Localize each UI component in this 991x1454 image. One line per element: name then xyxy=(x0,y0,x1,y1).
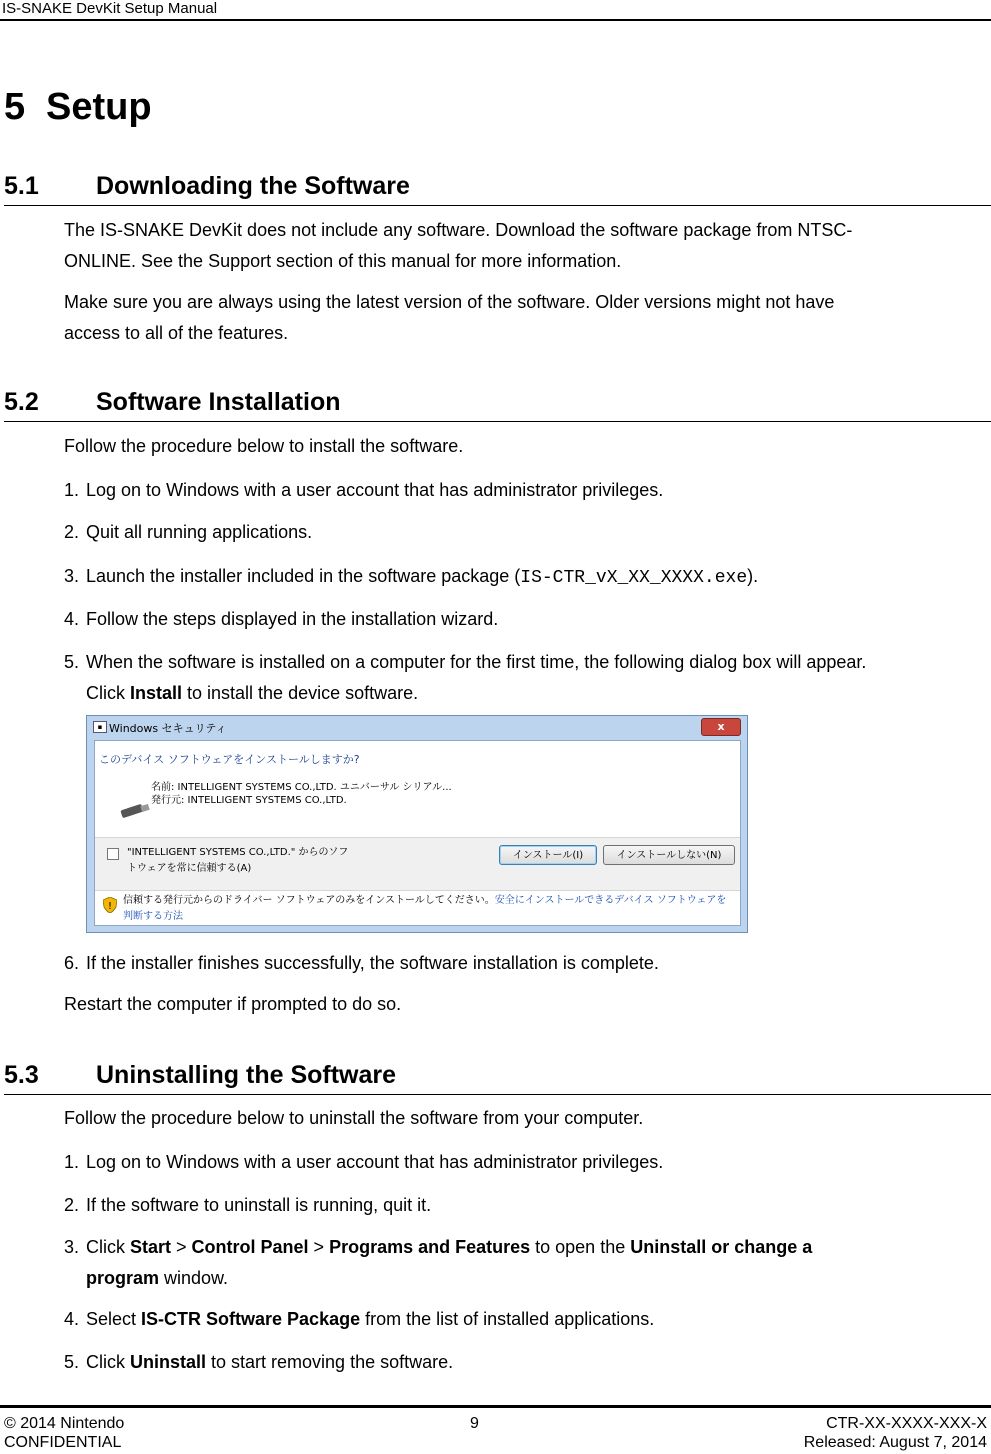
dont-install-button[interactable]: インストールしない(N) xyxy=(603,845,735,865)
bold-term: program xyxy=(86,1268,160,1288)
list-text: When the software is installed on a computer for the first time, the following dialog box will appear. xyxy=(86,652,867,672)
list-text: to open the xyxy=(530,1237,631,1257)
dialog-body xyxy=(94,740,741,926)
svg-text:!: ! xyxy=(107,901,113,912)
paragraph: Follow the procedure below to uninstall the software from your computer. xyxy=(64,1108,644,1128)
bold-term: Start xyxy=(130,1237,172,1257)
list-item xyxy=(64,1232,974,1294)
bold-term: Uninstall xyxy=(130,1352,207,1372)
usb-device-icon xyxy=(117,803,151,819)
list-text: window. xyxy=(159,1268,229,1288)
section-heading-5-1 xyxy=(4,172,991,206)
list-text: ). xyxy=(747,566,759,586)
list-text: If the software to uninstall is running, quit it. xyxy=(86,1195,432,1215)
footer-copyright: © 2014 Nintendo xyxy=(4,1415,125,1432)
header-title: IS-SNAKE DevKit Setup Manual xyxy=(2,0,218,17)
window-icon: ▪ xyxy=(93,721,107,733)
bold-term: Install xyxy=(130,683,183,703)
section-number: 5.2 xyxy=(4,388,39,416)
chapter-heading xyxy=(4,86,152,129)
list-number: 4. xyxy=(64,609,80,629)
footer-release-date: Released: August 7, 2014 xyxy=(803,1434,987,1451)
list-item xyxy=(64,475,974,506)
section-heading-5-3 xyxy=(4,1061,991,1095)
text-line: Make sure you are always using the latest version of the software. Older versions might not have xyxy=(64,292,835,312)
label-line: トウェアを常に信頼する(A) xyxy=(127,863,252,874)
close-button[interactable]: x xyxy=(701,718,741,736)
help-link[interactable]: 安全にインストールできるデバイス ソフトウェアを xyxy=(494,895,727,906)
install-button[interactable]: インストール(I) xyxy=(499,845,597,865)
list-item xyxy=(64,1147,974,1178)
section-title: Software Installation xyxy=(96,388,341,416)
section-heading-5-2 xyxy=(4,388,991,422)
list-number: 2. xyxy=(64,1195,80,1215)
list-text: Quit all running applications. xyxy=(86,522,313,542)
list-text: > xyxy=(308,1237,330,1257)
windows-security-dialog xyxy=(86,715,748,933)
list-number: 6. xyxy=(64,953,80,973)
always-trust-label xyxy=(127,845,348,877)
list-item xyxy=(64,948,974,979)
section-title: Uninstalling the Software xyxy=(96,1061,397,1089)
chapter-title: Setup xyxy=(46,86,152,128)
chapter-number: 5 xyxy=(4,86,26,128)
list-item xyxy=(64,1190,974,1221)
list-text: > xyxy=(171,1237,192,1257)
list-item xyxy=(64,1304,974,1335)
device-publisher: 発行元: INTELLIGENT SYSTEMS CO.,LTD. xyxy=(151,795,347,806)
footer-confidential: CONFIDENTIAL xyxy=(4,1434,122,1451)
bold-term: Control Panel xyxy=(191,1237,309,1257)
paragraph xyxy=(64,287,964,349)
list-text: Log on to Windows with a user account that has administrator privileges. xyxy=(86,480,664,500)
text-line: The IS-SNAKE DevKit does not include any software. Download the software package from NTSC- xyxy=(64,220,853,240)
always-trust-checkbox[interactable] xyxy=(107,848,119,860)
list-text: to start removing the software. xyxy=(206,1352,454,1372)
list-item xyxy=(64,647,974,709)
dialog-action-area xyxy=(95,837,740,890)
list-item xyxy=(64,604,974,635)
help-link[interactable]: 判断する方法 xyxy=(123,911,183,922)
bold-term: Uninstall or change a xyxy=(630,1237,813,1257)
footer-message xyxy=(123,893,733,925)
section-number: 5.3 xyxy=(4,1061,39,1089)
page-number: 9 xyxy=(470,1415,479,1432)
dialog-footer xyxy=(95,890,740,927)
shield-warning-icon xyxy=(103,897,117,913)
list-text: from the list of installed applications. xyxy=(360,1309,655,1329)
list-text: Log on to Windows with a user account that has administrator privileges. xyxy=(86,1152,664,1172)
list-text: Click xyxy=(86,1352,130,1372)
list-number: 1. xyxy=(64,1152,80,1172)
paragraph: Follow the procedure below to install the software. xyxy=(64,436,464,456)
list-number: 2. xyxy=(64,522,80,542)
bold-term: Programs and Features xyxy=(329,1237,531,1257)
bold-term: IS-CTR Software Package xyxy=(141,1309,361,1329)
paragraph: Restart the computer if prompted to do so. xyxy=(64,994,402,1014)
list-number: 5. xyxy=(64,1352,80,1372)
page-footer xyxy=(0,1405,991,1408)
device-info xyxy=(151,781,452,807)
footer-text: 信頼する発行元からのドライバー ソフトウェアのみをインストールしてください。 xyxy=(123,895,495,906)
list-number: 3. xyxy=(64,566,80,586)
device-name: 名前: INTELLIGENT SYSTEMS CO.,LTD. ユニバーサル シリアル... xyxy=(151,782,452,793)
running-header xyxy=(0,0,991,21)
label-line: "INTELLIGENT SYSTEMS CO.,LTD." からのソフ xyxy=(127,847,349,858)
list-text: to install the device software. xyxy=(182,683,419,703)
installer-filename: IS-CTR_vX_XX_XXXX.exe xyxy=(520,568,748,588)
list-number: 5. xyxy=(64,652,80,672)
list-text: Click xyxy=(86,1237,130,1257)
list-text: Launch the installer included in the software package ( xyxy=(86,566,521,586)
list-item xyxy=(64,517,974,548)
dialog-question: このデバイス ソフトウェアをインストールしますか? xyxy=(99,753,360,766)
list-number: 1. xyxy=(64,480,80,500)
text-line: ONLINE. See the Support section of this manual for more information. xyxy=(64,251,622,271)
list-text: Click xyxy=(86,683,130,703)
section-title: Downloading the Software xyxy=(96,172,410,200)
section-number: 5.1 xyxy=(4,172,39,200)
list-text: Follow the steps displayed in the installation wizard. xyxy=(86,609,499,629)
paragraph xyxy=(64,215,964,277)
list-number: 3. xyxy=(64,1237,80,1257)
list-item xyxy=(64,1347,974,1378)
list-item xyxy=(64,561,974,594)
list-text: If the installer finishes successfully, the software installation is complete. xyxy=(86,953,659,973)
list-text: Select xyxy=(86,1309,142,1329)
footer-doc-id: CTR-XX-XXXX-XXX-X xyxy=(826,1415,987,1432)
list-number: 4. xyxy=(64,1309,80,1329)
text-line: access to all of the features. xyxy=(64,323,289,343)
dialog-title: Windows セキュリティ xyxy=(109,722,227,735)
